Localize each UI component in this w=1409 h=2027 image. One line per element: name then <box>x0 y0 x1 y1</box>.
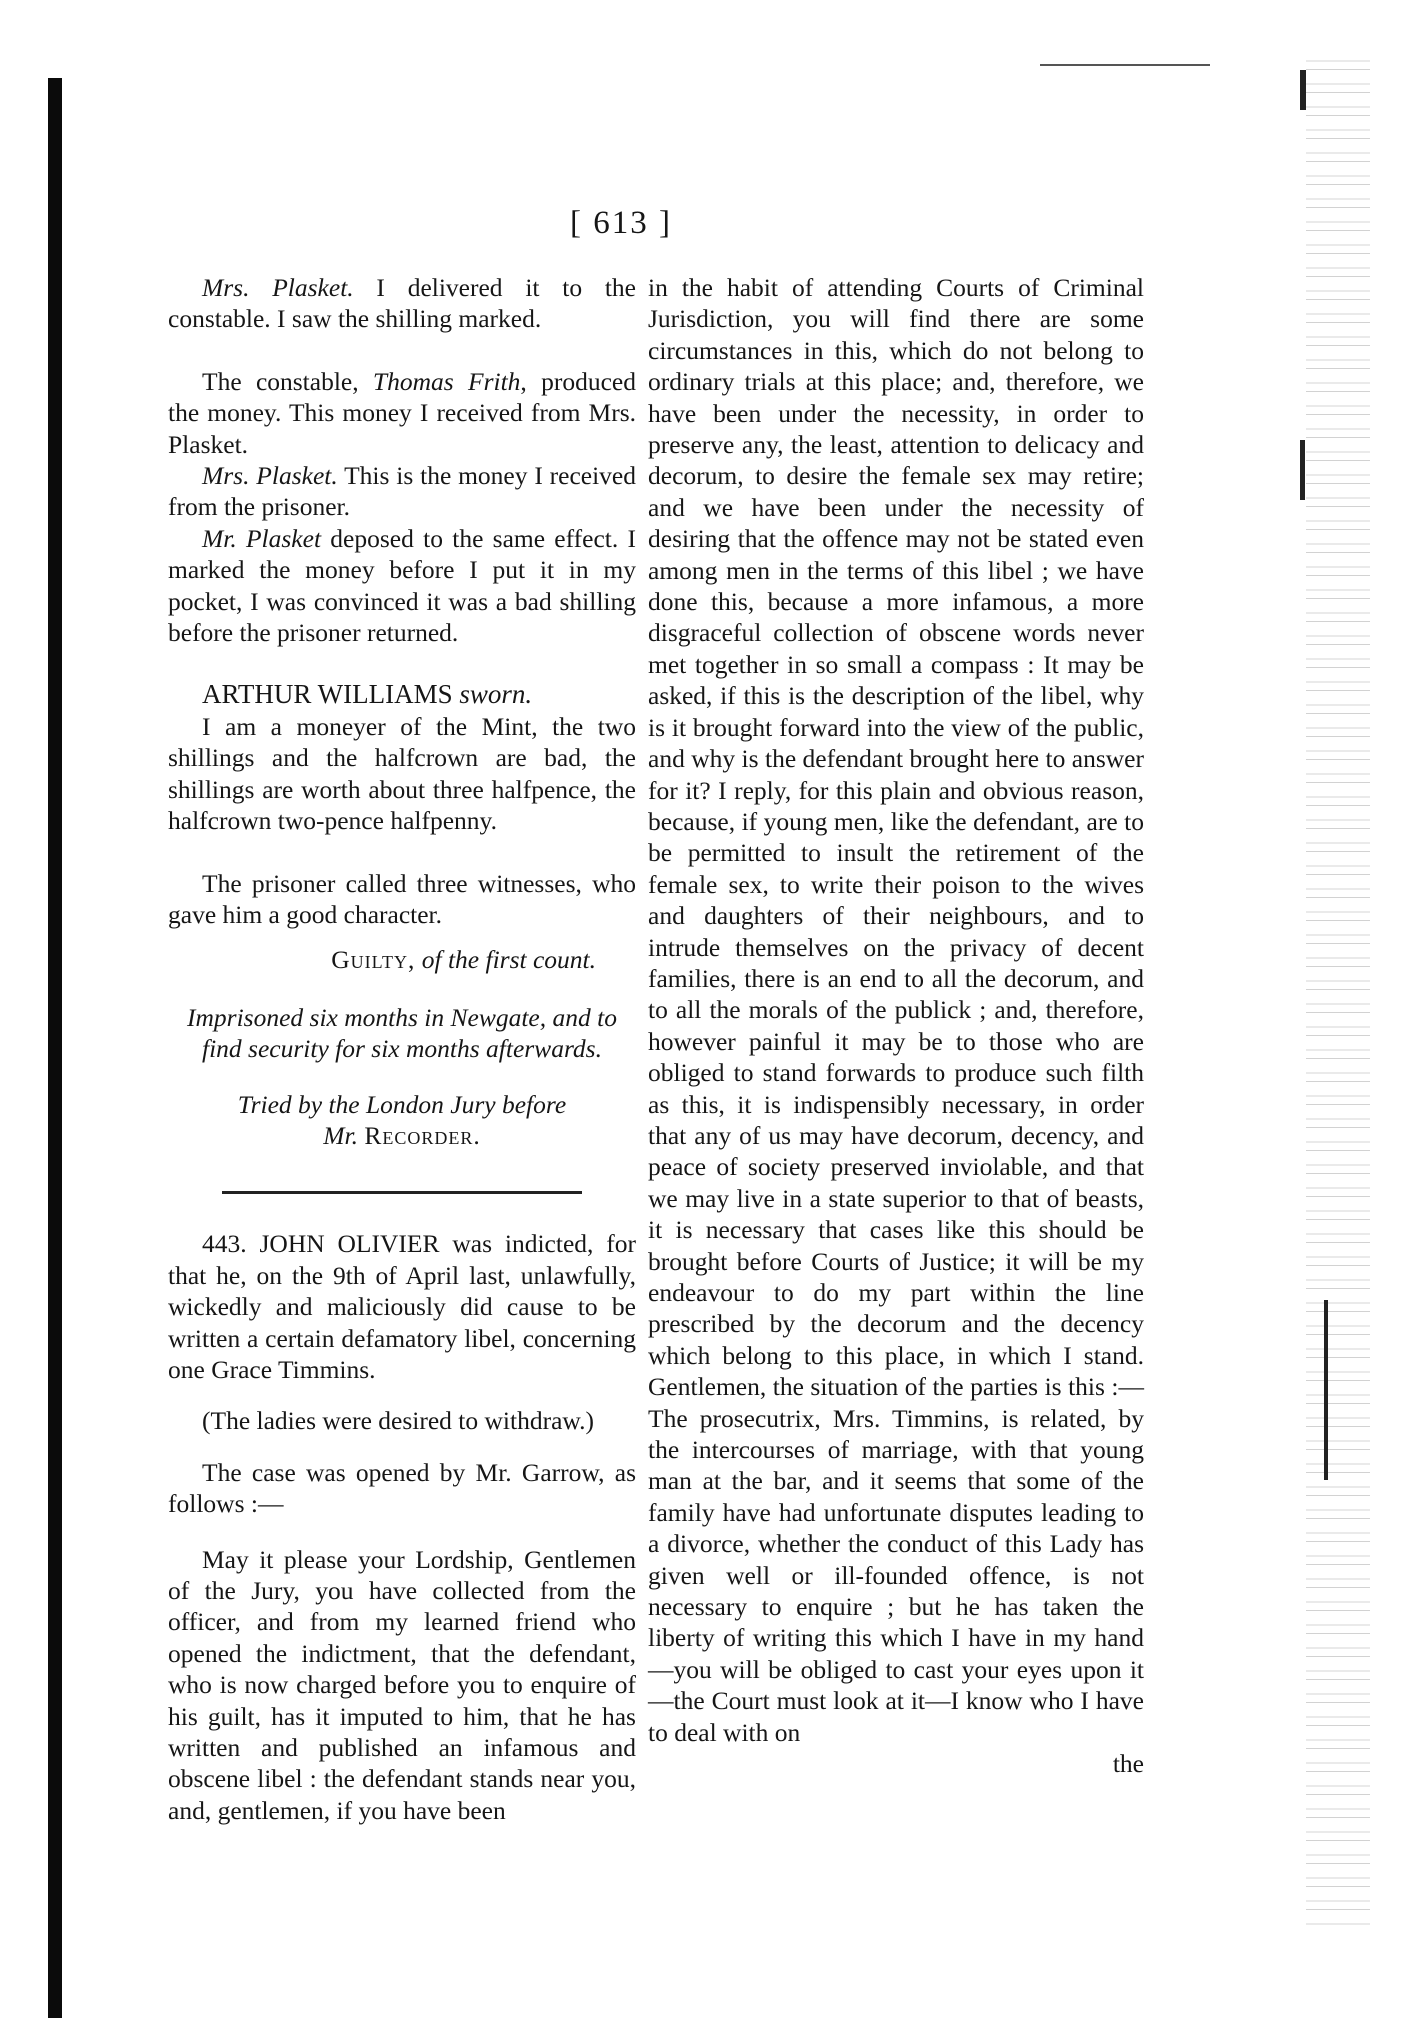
person-name: Thomas Frith <box>372 366 521 396</box>
judge-title: Mr. <box>323 1120 365 1150</box>
judge-name: Recorder. <box>364 1120 481 1150</box>
case-paragraph <box>168 1228 636 1385</box>
verdict-word: Guilty, <box>331 945 416 975</box>
speaker-name: Mr. Plasket <box>202 523 322 553</box>
paragraph: I am a moneyer of the Mint, the two shillings and the halfcrown are bad, the shillings are worth about three halfpence, the halfcrown two-pence halfpenny. <box>168 711 636 836</box>
left-column <box>168 272 636 1826</box>
paragraph <box>168 460 636 523</box>
tried-judge <box>168 1120 636 1151</box>
paragraph-text: deposed to the same effect. I marked the money before I put it in my pocket, I was convinced it was a bad shilling before the prisoner returned. <box>168 523 636 648</box>
tried-line: Tried by the London Jury before <box>237 1089 567 1119</box>
speaker-name: Mrs. Plasket. <box>202 461 338 491</box>
paragraph <box>168 523 636 649</box>
witness-name: ARTHUR WILLIAMS <box>202 679 453 710</box>
sentence: Imprisoned six months in Newgate, and to find security for six months afterwards. <box>187 1002 617 1064</box>
paragraph-text: This is the money I received from the prisoner. <box>168 461 636 522</box>
catchword: the <box>1112 1749 1144 1779</box>
edge-mark <box>1324 1300 1328 1480</box>
paragraph: The case was opened by Mr. Garrow, as follows :— <box>168 1457 636 1519</box>
verdict-detail: of the first count. <box>415 945 596 975</box>
paragraph: The prisoner called three witnesses, who gave him a good character. <box>168 868 636 929</box>
page-number: [ 613 ] <box>570 205 672 241</box>
case-number: 443. <box>202 1229 247 1259</box>
edge-mark <box>1300 440 1305 500</box>
speaker-name: Mrs. Plasket. <box>202 273 354 302</box>
paragraph-text: , produced the money. This money I received from Mrs. Plasket. <box>168 366 636 459</box>
witness-heading <box>168 679 636 710</box>
paragraph <box>168 366 636 460</box>
edge-mark <box>1300 70 1306 110</box>
page-binding-edge <box>48 78 62 2018</box>
speech-continuation: in the habit of attending Courts of Criminal Jurisdiction, you will find there are some circumstances in this, which do not belong to ordinary trials at this place; and, therefore, we have been under the necessity, in order to preserve any, the least, attention to delicacy and decorum, to desire the female sex may retire; and we have been under the necessity of desiring that the offence may not be stated even among men in the terms of this libel ; we have done this, because a more infamous, a more disgraceful collection of obscene words never met together in so small a compass : It may be asked, if this is the description of the libel, why is it brought forward into the view of the public, and why is the defendant brought here to answer for it? I reply, for this plain and obvious reason, because, if young men, like the defendant, are to be permitted to insult the retirement of the female sex, to write their poison to the wives and daughters of their neighbours, and to intrude themselves on the privacy of decent families, there is an end to all the decorum, and to all the morals of the publick ; and, therefore, however painful it may be to those who are obliged to stand forwards to produce such filth as this, it is indispensibly necessary, in order that any of us may have decorum, decency, and peace of society preserved inviolable, and that we may live in a state superior to that of beasts, it is necessary that cases like this should be brought before Courts of Justice; it will be my endeavour to do my part within the line prescribed by the decorum and the decency which belong to this place, in which I stand. Gentlemen, the situation of the parties is this :—The prosecutrix, Mrs. Timmins, is related, by the intercourses of marriage, with that young man at the bar, and it seems that some of the family have had unfortunate disputes leading to a divorce, whether the conduct of this Lady has given well or ill-founded offence, is not necessary to enquire ; but he has taken the liberty of writing this which I have in my hand—you will be obliged to cast your eyes upon it—the Court must look at it—I know who I have to deal with on <box>648 273 1144 1747</box>
case-text: JOHN OLIVIER was indicted, for that he, on the 9th of April last, unlawfully, wickedly and maliciously did cause to be written a certain defamatory libel, concerning one Grace Timmins. <box>168 1229 636 1384</box>
paragraph-text: I delivered it to the constable. I saw the shilling marked. <box>168 273 637 334</box>
stage-note: (The ladies were desired to withdraw.) <box>202 1406 595 1436</box>
speech-paragraph: May it please your Lordship, Gentlemen of the Jury, you have collected from the officer, and from my learned friend who opened the indictment, that the defendant, who is now charged before you to enquire of his guilt, has it imputed to him, that he has written and published an infamous and obscene libel : the defendant stands near you, and, gentlemen, if you have been <box>168 1544 636 1825</box>
right-column <box>648 272 1144 1780</box>
page-right-edge-shadow <box>1306 60 1370 1930</box>
top-scan-line <box>1040 64 1210 66</box>
section-divider <box>222 1191 582 1194</box>
paragraph <box>168 272 636 335</box>
paragraph-text: The constable, <box>202 366 373 396</box>
sworn-label: sworn. <box>452 679 533 710</box>
verdict <box>168 944 636 975</box>
